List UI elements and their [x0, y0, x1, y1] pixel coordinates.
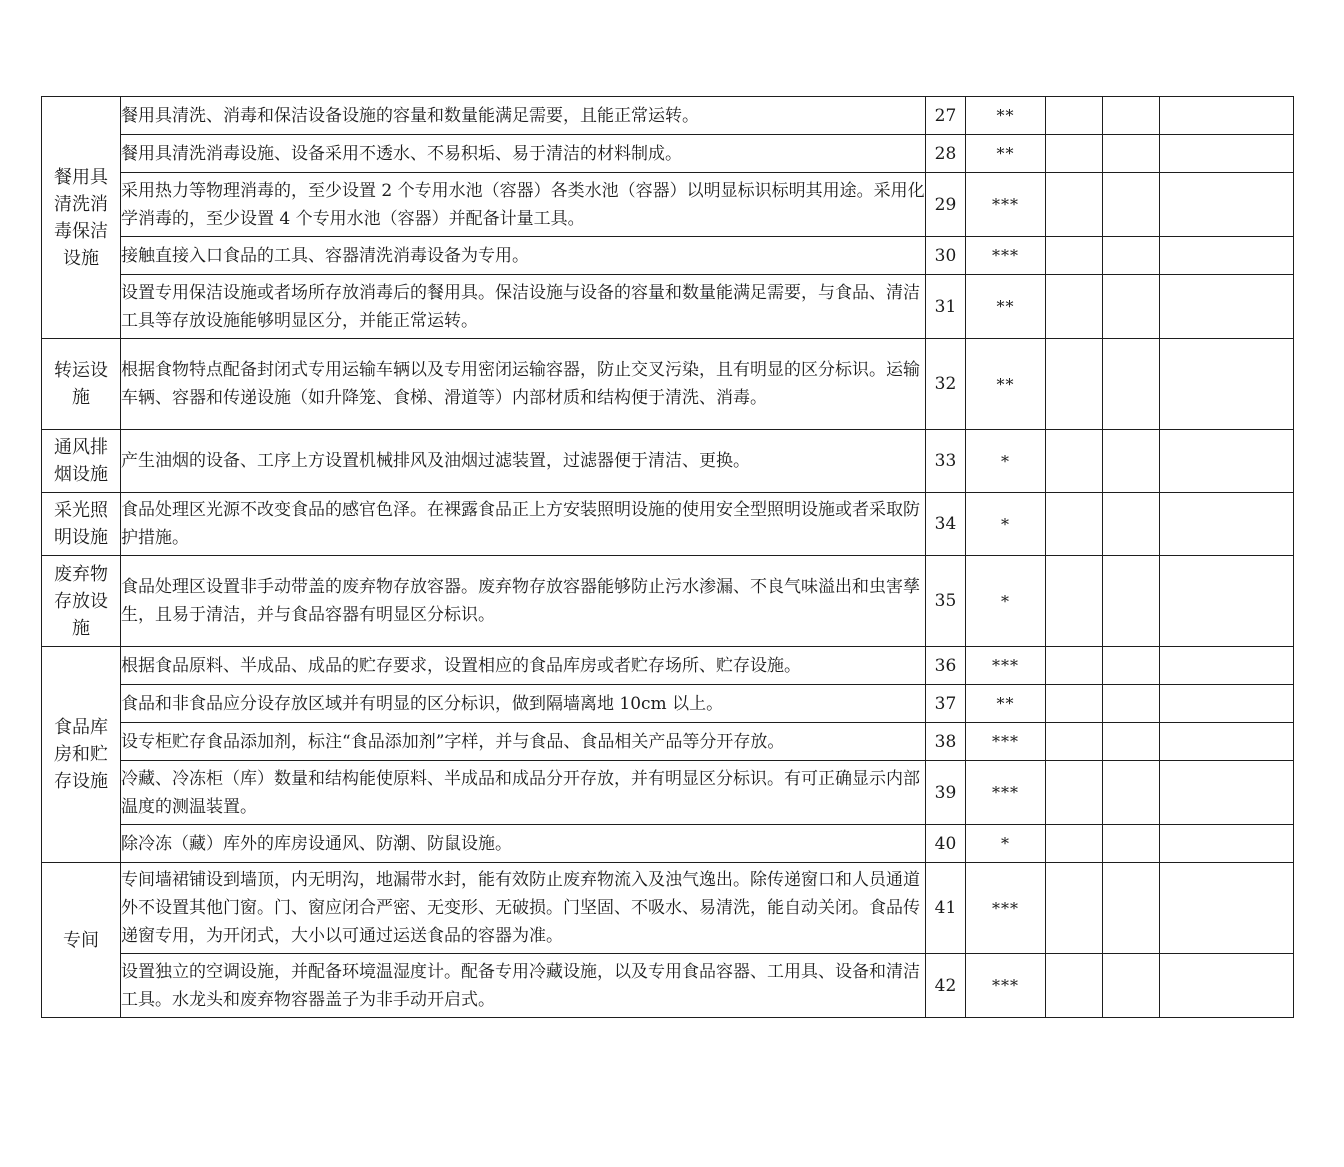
table-row: [42, 430, 1294, 493]
result-entry-cell[interactable]: [1046, 173, 1103, 237]
result-entry-cell[interactable]: [1103, 430, 1160, 493]
category-line: 施: [72, 617, 90, 639]
requirement-cell: 专间墙裙铺设到墙顶，内无明沟，地漏带水封，能有效防止废弃物流入及浊气逸出。除传递窗口和人员通道外不设置其他门窗。门、窗应闭合严密、无变形、无破损。门坚固、不吸水、易清洗，能自动关闭。食品传递窗专用，为开闭式，大小以可通过运送食品的容器为准。: [121, 863, 926, 954]
result-entry-cell[interactable]: [1160, 556, 1294, 647]
category-line: 烟设施: [54, 464, 108, 485]
result-entry-cell[interactable]: [1046, 825, 1103, 863]
importance-cell: **: [966, 135, 1046, 173]
importance-cell: ***: [966, 237, 1046, 275]
result-entry-cell[interactable]: [1103, 556, 1160, 647]
importance-cell: ***: [966, 173, 1046, 237]
category-cell: [42, 493, 121, 556]
category-line: 专间: [63, 929, 99, 951]
requirement-cell: 根据食品原料、半成品、成品的贮存要求，设置相应的食品库房或者贮存场所、贮存设施。: [121, 647, 926, 685]
item-number-cell: 31: [926, 275, 966, 339]
result-entry-cell[interactable]: [1046, 97, 1103, 135]
importance-cell: **: [966, 685, 1046, 723]
result-entry-cell[interactable]: [1103, 275, 1160, 339]
importance-cell: ***: [966, 761, 1046, 825]
category-cell: [42, 97, 121, 339]
result-entry-cell[interactable]: [1103, 863, 1160, 954]
item-number-cell: 34: [926, 493, 966, 556]
result-entry-cell[interactable]: [1160, 97, 1294, 135]
result-entry-cell[interactable]: [1046, 685, 1103, 723]
result-entry-cell[interactable]: [1103, 493, 1160, 556]
result-entry-cell[interactable]: [1103, 954, 1160, 1018]
result-entry-cell[interactable]: [1160, 685, 1294, 723]
result-entry-cell[interactable]: [1046, 135, 1103, 173]
result-entry-cell[interactable]: [1046, 493, 1103, 556]
importance-cell: *: [966, 825, 1046, 863]
requirement-cell: 设置独立的空调设施，并配备环境温湿度计。配备专用冷藏设施，以及专用食品容器、工用具、设备和清洁工具。水龙头和废弃物容器盖子为非手动开启式。: [121, 954, 926, 1018]
requirement-cell: 食品处理区设置非手动带盖的废弃物存放容器。废弃物存放容器能够防止污水渗漏、不良气味溢出和虫害孳生，且易于清洁，并与食品容器有明显区分标识。: [121, 556, 926, 647]
item-number-cell: 30: [926, 237, 966, 275]
item-number-cell: 33: [926, 430, 966, 493]
table-row: [42, 173, 1294, 237]
inspection-table: [41, 96, 1294, 1018]
result-entry-cell[interactable]: [1046, 954, 1103, 1018]
category-line: 房和贮: [54, 744, 108, 765]
category-line: 采光照: [54, 500, 108, 521]
requirement-cell: 接触直接入口食品的工具、容器清洗消毒设备为专用。: [121, 237, 926, 275]
result-entry-cell[interactable]: [1160, 863, 1294, 954]
category-cell: [42, 339, 121, 430]
table-row: [42, 685, 1294, 723]
requirement-cell: 除冷冻（藏）库外的库房设通风、防潮、防鼠设施。: [121, 825, 926, 863]
category-line: 存放设: [54, 590, 108, 612]
result-entry-cell[interactable]: [1046, 275, 1103, 339]
requirement-cell: 食品处理区光源不改变食品的感官色泽。在裸露食品正上方安装照明设施的使用安全型照明设施或者采取防护措施。: [121, 493, 926, 556]
category-line: 明设施: [54, 527, 108, 548]
result-entry-cell[interactable]: [1160, 825, 1294, 863]
category-line: 餐用具: [54, 166, 108, 188]
item-number-cell: 38: [926, 723, 966, 761]
table-row: [42, 97, 1294, 135]
result-entry-cell[interactable]: [1046, 863, 1103, 954]
result-entry-cell[interactable]: [1160, 237, 1294, 275]
result-entry-cell[interactable]: [1103, 761, 1160, 825]
requirement-cell: 设专柜贮存食品添加剂，标注“食品添加剂”字样，并与食品、食品相关产品等分开存放。: [121, 723, 926, 761]
item-number-cell: 32: [926, 339, 966, 430]
table-row: [42, 493, 1294, 556]
result-entry-cell[interactable]: [1046, 723, 1103, 761]
result-entry-cell[interactable]: [1046, 430, 1103, 493]
importance-cell: *: [966, 493, 1046, 556]
item-number-cell: 27: [926, 97, 966, 135]
result-entry-cell[interactable]: [1103, 825, 1160, 863]
table-body: [42, 97, 1294, 1018]
requirement-cell: 根据食物特点配备封闭式专用运输车辆以及专用密闭运输容器，防止交叉污染，且有明显的区分标识。运输车辆、容器和传递设施（如升降笼、食梯、滑道等）内部材质和结构便于清洗、消毒。: [121, 339, 926, 430]
category-cell: [42, 863, 121, 1018]
result-entry-cell[interactable]: [1160, 493, 1294, 556]
category-cell: [42, 647, 121, 863]
importance-cell: ***: [966, 647, 1046, 685]
result-entry-cell[interactable]: [1103, 339, 1160, 430]
table-row: [42, 339, 1294, 430]
table-row: [42, 556, 1294, 647]
result-entry-cell[interactable]: [1160, 339, 1294, 430]
result-entry-cell[interactable]: [1103, 135, 1160, 173]
requirement-cell: 餐用具清洗消毒设施、设备采用不透水、不易积垢、易于清洁的材料制成。: [121, 135, 926, 173]
result-entry-cell[interactable]: [1160, 275, 1294, 339]
item-number-cell: 28: [926, 135, 966, 173]
table-row: [42, 723, 1294, 761]
result-entry-cell[interactable]: [1103, 97, 1160, 135]
category-line: 毒保洁: [54, 220, 108, 242]
result-entry-cell[interactable]: [1046, 237, 1103, 275]
result-entry-cell[interactable]: [1046, 339, 1103, 430]
importance-cell: ***: [966, 954, 1046, 1018]
importance-cell: **: [966, 275, 1046, 339]
category-line: 通风排: [54, 437, 108, 458]
table-row: [42, 761, 1294, 825]
requirement-cell: 冷藏、冷冻柜（库）数量和结构能使原料、半成品和成品分开存放，并有明显区分标识。有可正确显示内部温度的测温装置。: [121, 761, 926, 825]
result-entry-cell[interactable]: [1160, 173, 1294, 237]
result-entry-cell[interactable]: [1160, 135, 1294, 173]
result-entry-cell[interactable]: [1160, 954, 1294, 1018]
item-number-cell: 40: [926, 825, 966, 863]
category-line: 转运设: [54, 360, 108, 381]
result-entry-cell[interactable]: [1103, 723, 1160, 761]
category-cell: [42, 430, 121, 493]
result-entry-cell[interactable]: [1103, 647, 1160, 685]
category-line: 施: [72, 387, 90, 408]
category-line: 清洗消: [54, 193, 108, 215]
importance-cell: *: [966, 556, 1046, 647]
item-number-cell: 39: [926, 761, 966, 825]
table-row: [42, 135, 1294, 173]
requirement-cell: 产生油烟的设备、工序上方设置机械排风及油烟过滤装置，过滤器便于清洁、更换。: [121, 430, 926, 493]
table-row: [42, 954, 1294, 1018]
result-entry-cell[interactable]: [1103, 173, 1160, 237]
item-number-cell: 37: [926, 685, 966, 723]
table-row: [42, 863, 1294, 954]
category-cell: [42, 556, 121, 647]
table-row: [42, 825, 1294, 863]
importance-cell: ***: [966, 723, 1046, 761]
item-number-cell: 41: [926, 863, 966, 954]
requirement-cell: 采用热力等物理消毒的，至少设置 2 个专用水池（容器）各类水池（容器）以明显标识标明其用途。采用化学消毒的，至少设置 4 个专用水池（容器）并配备计量工具。: [121, 173, 926, 237]
category-line: 废弃物: [54, 563, 108, 585]
item-number-cell: 29: [926, 173, 966, 237]
result-entry-cell[interactable]: [1103, 237, 1160, 275]
requirement-cell: 食品和非食品应分设存放区域并有明显的区分标识，做到隔墙离地 10cm 以上。: [121, 685, 926, 723]
importance-cell: *: [966, 430, 1046, 493]
result-entry-cell[interactable]: [1160, 761, 1294, 825]
result-entry-cell[interactable]: [1160, 723, 1294, 761]
category-line: 存设施: [54, 771, 108, 792]
result-entry-cell[interactable]: [1046, 761, 1103, 825]
table-row: [42, 237, 1294, 275]
requirement-cell: 餐用具清洗、消毒和保洁设备设施的容量和数量能满足需要，且能正常运转。: [121, 97, 926, 135]
requirement-cell: 设置专用保洁设施或者场所存放消毒后的餐用具。保洁设施与设备的容量和数量能满足需要，与食品、清洁工具等存放设施能够明显区分，并能正常运转。: [121, 275, 926, 339]
item-number-cell: 35: [926, 556, 966, 647]
result-entry-cell[interactable]: [1046, 556, 1103, 647]
table-row: [42, 275, 1294, 339]
category-line: 设施: [63, 247, 99, 269]
result-entry-cell[interactable]: [1046, 647, 1103, 685]
item-number-cell: 36: [926, 647, 966, 685]
importance-cell: **: [966, 339, 1046, 430]
table-row: [42, 647, 1294, 685]
category-line: 食品库: [54, 717, 108, 738]
result-entry-cell[interactable]: [1160, 430, 1294, 493]
item-number-cell: 42: [926, 954, 966, 1018]
importance-cell: ***: [966, 863, 1046, 954]
result-entry-cell[interactable]: [1160, 647, 1294, 685]
result-entry-cell[interactable]: [1103, 685, 1160, 723]
importance-cell: **: [966, 97, 1046, 135]
